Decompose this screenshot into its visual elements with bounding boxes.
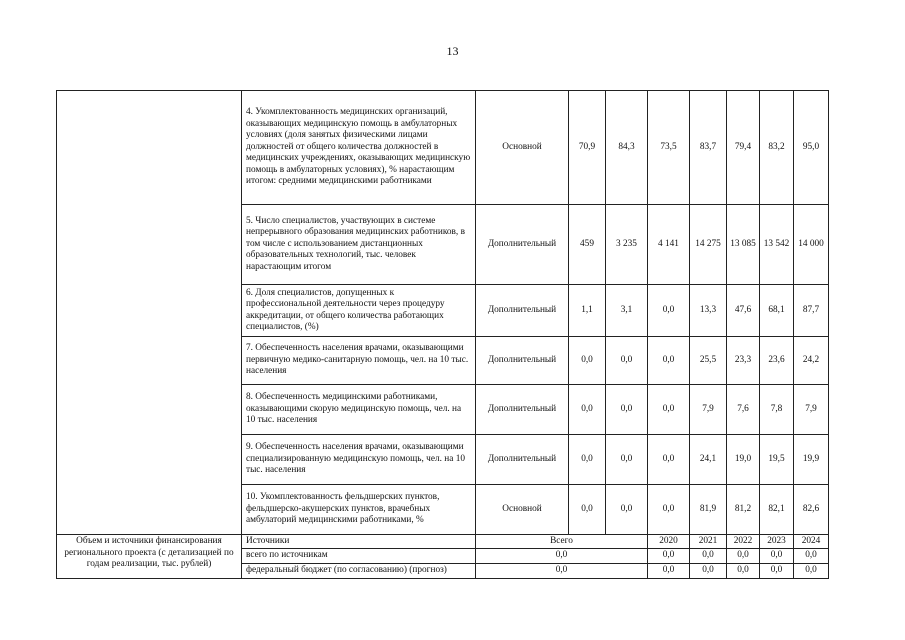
value-cell: 95,0: [794, 91, 829, 205]
value-cell: [690, 205, 727, 285]
indicators-table: [56, 90, 829, 579]
value-cell: 83,2: [760, 91, 794, 205]
year-value: 0,0: [760, 564, 794, 579]
left-empty-cell: [57, 91, 242, 535]
total-value: 0,0: [476, 564, 648, 579]
year-value: 0,0: [690, 549, 727, 564]
value-cell: 0,0: [569, 337, 606, 385]
year-value: 0,0: [727, 564, 760, 579]
value-cell: 0,0: [606, 485, 648, 535]
value-text: 13 542: [763, 239, 790, 250]
sources-header: Источники: [242, 535, 476, 549]
value-cell: 4 141: [648, 205, 690, 285]
value-cell: 24,1: [690, 435, 727, 485]
value-cell: 0,0: [569, 385, 606, 435]
page-number: 13: [446, 44, 459, 58]
value-cell: 3 235: [606, 205, 648, 285]
value-cell: 81,2: [727, 485, 760, 535]
value-cell: 459: [569, 205, 606, 285]
total-value: 0,0: [476, 549, 648, 564]
value-cell: 19,9: [794, 435, 829, 485]
value-cell: 19,5: [760, 435, 794, 485]
value-cell: 73,5: [648, 91, 690, 205]
value-cell: 47,6: [727, 285, 760, 337]
indicator-type: Основной: [476, 91, 569, 205]
table-row: [57, 91, 829, 205]
value-cell: 0,0: [648, 337, 690, 385]
year-value: 0,0: [648, 564, 690, 579]
value-cell: 0,0: [569, 435, 606, 485]
value-cell: 0,0: [569, 485, 606, 535]
indicator-type: Дополнительный: [476, 205, 569, 285]
value-cell: 7,9: [794, 385, 829, 435]
year-header: 2021: [690, 535, 727, 549]
indicator-name: 6. Доля специалистов, допущенных к профессиональной деятельности через процедуру аккредитации, от общего количества работающих специалистов, (%): [242, 285, 476, 337]
value-text: 14 000: [798, 239, 824, 250]
value-cell: [760, 205, 794, 285]
indicator-name: 8. Обеспеченность медицинскими работниками, оказывающими скорую медицинскую помощь, чел. на 10 тыс. населения: [242, 385, 476, 435]
value-text: 13 085: [730, 239, 756, 250]
finance-header-row: [57, 535, 829, 549]
year-header: 2022: [727, 535, 760, 549]
value-cell: 23,3: [727, 337, 760, 385]
year-value: 0,0: [794, 564, 829, 579]
value-text: 14 275: [695, 239, 721, 250]
value-cell: 7,9: [690, 385, 727, 435]
indicator-name: 7. Обеспеченность населения врачами, оказывающими первичную медико-санитарную помощь, чел. на 10 тыс. населения: [242, 337, 476, 385]
indicator-name: 9. Обеспеченность населения врачами, оказывающими специализированную медицинскую помощь, чел. на 10 тыс. населения: [242, 435, 476, 485]
indicator-type: Дополнительный: [476, 435, 569, 485]
value-cell: 79,4: [727, 91, 760, 205]
value-cell: 0,0: [648, 485, 690, 535]
year-value: 0,0: [648, 549, 690, 564]
indicator-type: Основной: [476, 485, 569, 535]
value-cell: 0,0: [648, 435, 690, 485]
value-cell: 0,0: [606, 337, 648, 385]
value-cell: 0,0: [648, 385, 690, 435]
value-cell: 87,7: [794, 285, 829, 337]
value-cell: 70,9: [569, 91, 606, 205]
value-cell: 3,1: [606, 285, 648, 337]
source-name: федеральный бюджет (по согласованию) (прогноз): [242, 564, 476, 579]
value-cell: 1,1: [569, 285, 606, 337]
value-cell: 82,6: [794, 485, 829, 535]
value-cell: 83,7: [690, 91, 727, 205]
value-cell: 81,9: [690, 485, 727, 535]
value-cell: 24,2: [794, 337, 829, 385]
value-cell: 19,0: [727, 435, 760, 485]
indicator-name: 4. Укомплектованность медицинских организаций, оказывающих медицинскую помощь в амбулаторных условиях (доля занятых физическими лицами должностей от общего количества должностей в медицинских учреждениях, оказывающих медицинскую помощь в амбулаторных условиях), % нарастающим итогом: средними медицинскими работниками: [242, 91, 476, 205]
value-cell: 84,3: [606, 91, 648, 205]
year-value: 0,0: [727, 549, 760, 564]
indicator-type: Дополнительный: [476, 337, 569, 385]
year-value: 0,0: [690, 564, 727, 579]
year-header: 2020: [648, 535, 690, 549]
value-cell: 82,1: [760, 485, 794, 535]
year-header: 2024: [794, 535, 829, 549]
value-cell: 13,3: [690, 285, 727, 337]
value-cell: 23,6: [760, 337, 794, 385]
indicator-name: 10. Укомплектованность фельдшерских пунктов, фельдшерско-акушерских пунктов, врачебных амбулаторий медицинскими работниками, %: [242, 485, 476, 535]
year-header: 2023: [760, 535, 794, 549]
year-value: 0,0: [794, 549, 829, 564]
finance-label: Объем и источники финансирования регионального проекта (с детализацией по годам реализации, тыс. рублей): [57, 535, 242, 579]
indicator-name: 5. Число специалистов, участвующих в системе непрерывного образования медицинских работников, в том числе с использованием дистанционных образовательных технологий, тыс. человек нарастающим итогом: [242, 205, 476, 285]
indicator-type: Дополнительный: [476, 285, 569, 337]
year-value: 0,0: [760, 549, 794, 564]
value-cell: 0,0: [606, 385, 648, 435]
source-name: всего по источникам: [242, 549, 476, 564]
value-cell: 7,6: [727, 385, 760, 435]
value-cell: 7,8: [760, 385, 794, 435]
value-cell: 0,0: [606, 435, 648, 485]
total-header: Всего: [476, 535, 648, 549]
indicator-type: Дополнительный: [476, 385, 569, 435]
value-cell: [727, 205, 760, 285]
value-cell: [794, 205, 829, 285]
value-cell: 0,0: [648, 285, 690, 337]
value-cell: 25,5: [690, 337, 727, 385]
value-cell: 68,1: [760, 285, 794, 337]
